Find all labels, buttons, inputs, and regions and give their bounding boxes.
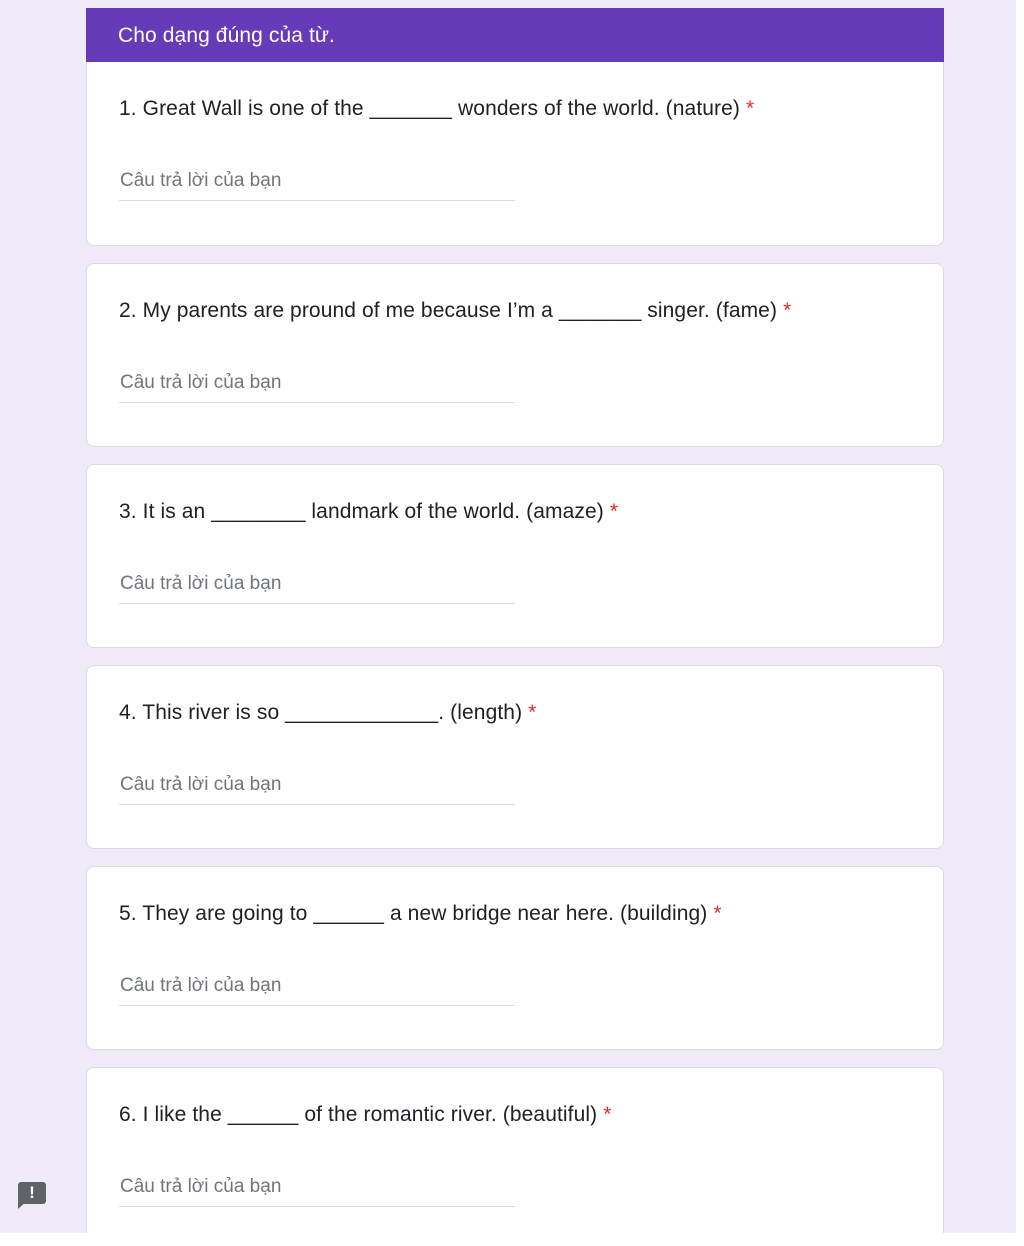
question-title (119, 97, 754, 121)
question-title (119, 299, 791, 323)
question-card-4 (86, 665, 944, 849)
required-asterisk: * (783, 299, 792, 322)
answer-placeholder: Câu trả lời của bạn (120, 372, 282, 393)
question-card-3 (86, 464, 944, 648)
answer-placeholder: Câu trả lời của bạn (120, 975, 282, 996)
question-text: 4. This river is so _____________. (length) (119, 701, 523, 724)
question-title (119, 500, 618, 524)
question-text: 1. Great Wall is one of the _______ wonders of the world. (nature) (119, 97, 740, 120)
answer-placeholder: Câu trả lời của bạn (120, 774, 282, 795)
required-asterisk: * (746, 97, 755, 120)
answer-input[interactable] (119, 370, 515, 403)
section-header (86, 8, 944, 63)
answer-placeholder: Câu trả lời của bạn (120, 1176, 282, 1197)
answer-input[interactable] (119, 1174, 515, 1207)
section-title: Cho dạng đúng của từ. (118, 23, 335, 47)
question-card-5 (86, 866, 944, 1050)
feedback-icon-tail (18, 1202, 26, 1209)
question-card-2 (86, 263, 944, 447)
answer-placeholder: Câu trả lời của bạn (120, 573, 282, 594)
required-asterisk: * (609, 500, 619, 523)
question-text: 2. My parents are pround of me because I’m a _______ singer. (fame) (119, 299, 778, 322)
report-feedback-button[interactable] (18, 1182, 46, 1210)
question-text: 3. It is an ________ landmark of the world. (amaze) (119, 500, 604, 523)
answer-placeholder: Câu trả lời của bạn (120, 170, 282, 191)
answer-input[interactable] (119, 973, 515, 1006)
required-asterisk: * (603, 1103, 612, 1126)
answer-input[interactable] (119, 571, 515, 604)
question-text: 5. They are going to ______ a new bridge near here. (building) (119, 902, 708, 925)
question-text: 6. I like the ______ of the romantic river. (beautiful) (119, 1103, 598, 1126)
required-asterisk: * (528, 701, 537, 724)
question-title (119, 902, 722, 926)
question-card-1 (86, 62, 944, 246)
question-title (119, 1103, 612, 1127)
question-card-6 (86, 1067, 944, 1233)
required-asterisk: * (713, 902, 722, 925)
exclamation-icon: ! (29, 1183, 35, 1202)
question-title (119, 701, 536, 725)
answer-input[interactable] (119, 772, 515, 805)
answer-input[interactable] (119, 168, 515, 201)
